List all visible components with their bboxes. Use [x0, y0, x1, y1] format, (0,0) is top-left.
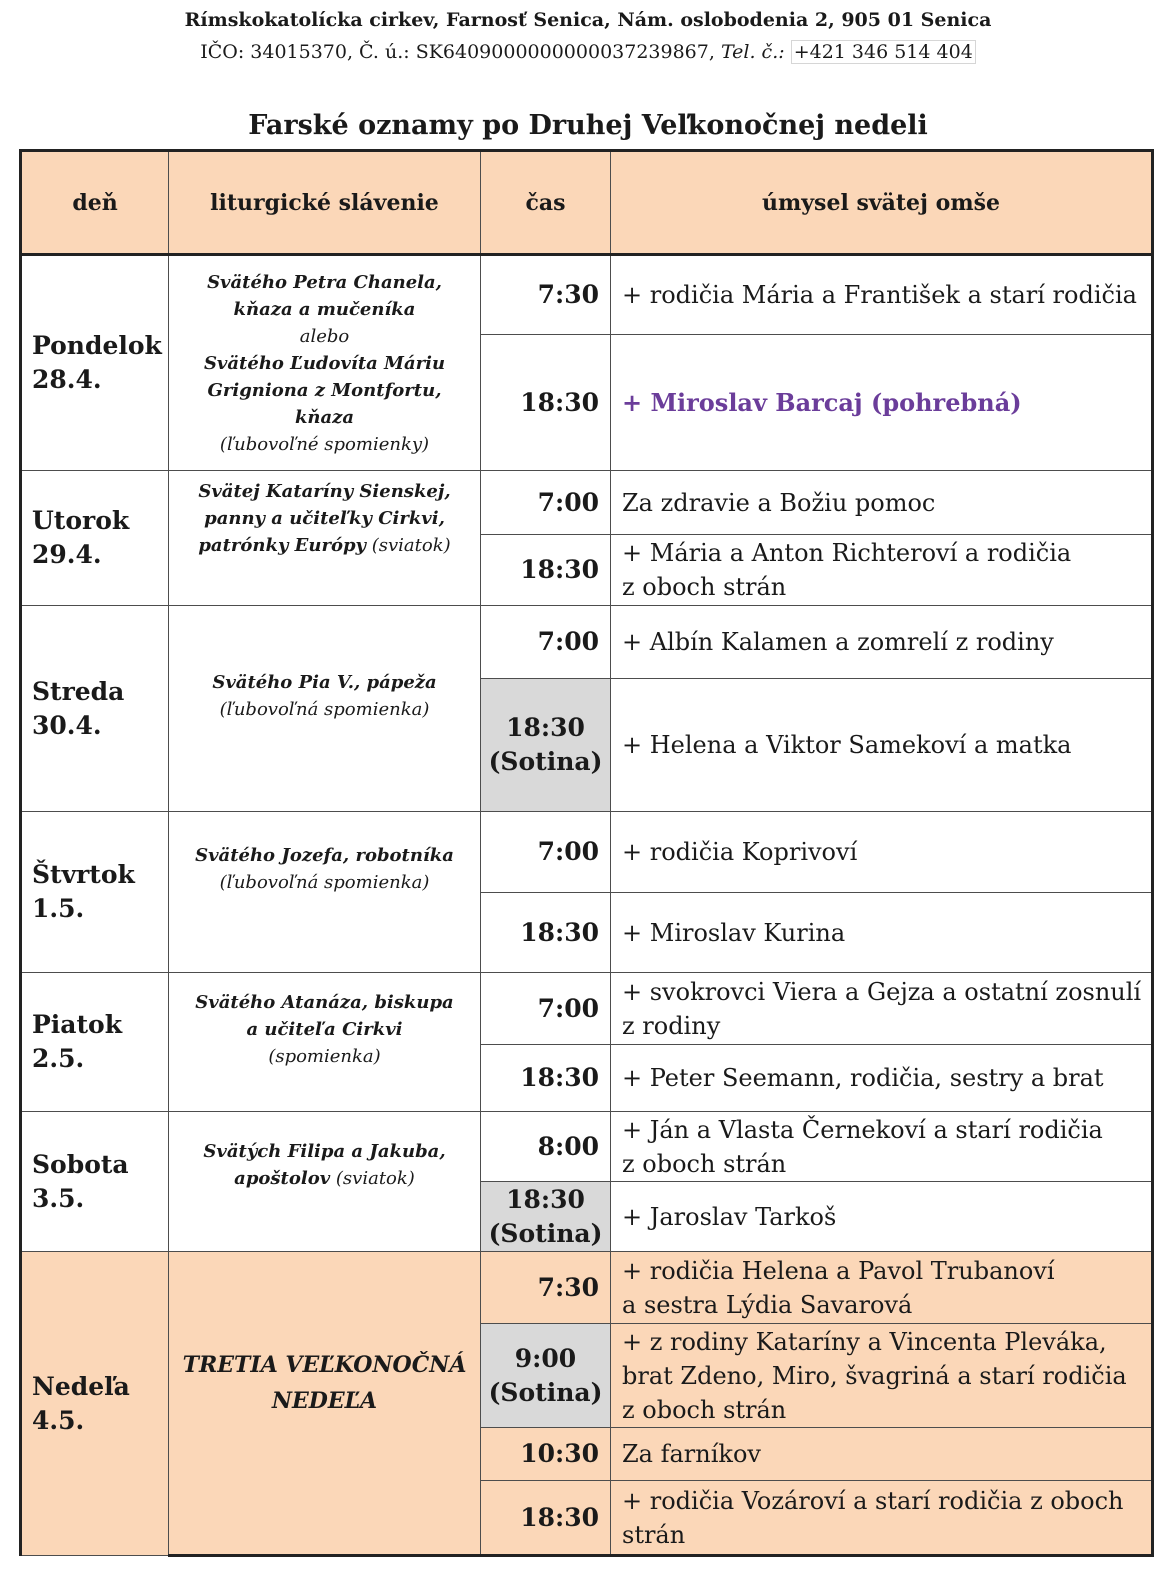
liturgy-line: panny a učiteľky Cirkvi,	[204, 507, 445, 529]
spacer	[175, 1419, 474, 1459]
col-header-time: čas	[481, 151, 611, 255]
day-name: Pondelok	[32, 331, 162, 360]
liturgy-line	[175, 532, 474, 559]
mass-intent: + Peter Seemann, rodičia, sestry a brat	[611, 1045, 1153, 1112]
intent-line: brat Zdeno, Miro, švagriná a starí rodičia	[622, 1361, 1127, 1390]
liturgy-line: (ľubovoľné spomienky)	[219, 433, 430, 455]
mass-intent	[611, 1112, 1153, 1182]
phone-number[interactable]: +421 346 514 404	[791, 40, 976, 64]
intent-line: z oboch strán	[622, 573, 787, 601]
mass-intent	[611, 1481, 1153, 1556]
mass-time: 10:30	[481, 1428, 611, 1481]
liturgy-line: Svätej Kataríny Sienskej,	[198, 480, 451, 502]
mass-time: 7:30	[481, 255, 611, 335]
col-header-intent: úmysel svätej omše	[611, 151, 1153, 255]
mass-intent: Za zdravie a Božiu pomoc	[611, 471, 1153, 535]
day-name: Piatok	[32, 1010, 123, 1039]
day-date: 29.4.	[32, 540, 102, 569]
mass-time: 7:00	[481, 812, 611, 893]
day-cell-tuesday	[21, 471, 169, 606]
liturgy-cell-tuesday	[169, 471, 481, 606]
mass-time: 18:30	[481, 1045, 611, 1112]
mass-time: 7:30	[481, 1252, 611, 1324]
liturgy-line: kňaza a mučeníka	[233, 298, 416, 320]
spacer	[175, 1070, 474, 1096]
parish-header	[0, 6, 1176, 66]
liturgy-line: Svätého Ľudovíta Máriu	[203, 352, 446, 374]
mass-schedule-table	[19, 149, 1154, 1557]
liturgy-line: (ľubovoľná spomienka)	[219, 698, 430, 720]
day-cell-wednesday	[21, 606, 169, 812]
mass-time-sotina	[481, 1182, 611, 1252]
spacer	[175, 1192, 474, 1226]
col-header-day: deň	[21, 151, 169, 255]
liturgy-cell-saturday	[169, 1112, 481, 1252]
mass-intent	[611, 535, 1153, 606]
liturgy-cell-thursday	[169, 812, 481, 973]
mass-intent: + Miroslav Barcaj (pohrebná)	[611, 335, 1153, 471]
mass-time: 18:30	[481, 1481, 611, 1556]
parish-contact	[0, 38, 1176, 66]
table-row	[21, 1112, 1153, 1182]
col-header-liturgy: liturgické slávenie	[169, 151, 481, 255]
day-name: Nedeľa	[32, 1371, 130, 1401]
day-cell-monday	[21, 255, 169, 471]
intent-line: z oboch strán	[622, 1149, 787, 1178]
liturgy-line: a učiteľa Cirkvi	[246, 1018, 403, 1040]
spacer	[175, 896, 474, 942]
mass-place: (Sotina)	[488, 747, 603, 776]
day-date: 30.4.	[32, 710, 102, 740]
mass-intent: + Miroslav Kurina	[611, 893, 1153, 973]
mass-place: (Sotina)	[488, 1218, 603, 1248]
liturgy-line: Svätého Atanáza, biskupa	[195, 991, 454, 1013]
liturgy-line: NEDEĽA	[271, 1388, 378, 1414]
liturgy-line: alebo	[299, 325, 350, 347]
intent-line: z oboch strán	[622, 1395, 787, 1424]
tel-label: Tel. č.:	[720, 41, 785, 63]
intent-line: + rodičia Helena a Pavol Trubanoví	[622, 1256, 1055, 1285]
intent-line: + Ján a Vlasta Černekoví a starí rodičia	[622, 1115, 1103, 1144]
liturgy-line: (spomienka)	[268, 1045, 381, 1067]
intent-line: + rodičia Vozároví a starí rodičia z oboch	[622, 1486, 1124, 1515]
liturgy-cell-wednesday	[169, 606, 481, 812]
day-date: 28.4.	[32, 365, 102, 394]
mass-time-value: 18:30	[506, 1184, 585, 1214]
day-cell-sunday	[21, 1252, 169, 1556]
mass-intent: + rodičia Mária a František a starí rodičia	[611, 255, 1153, 335]
mass-place: (Sotina)	[488, 1377, 603, 1407]
parish-address: Rímskokatolícka cirkev, Farnosť Senica, Nám. oslobodenia 2, 905 01 Senica	[184, 9, 992, 31]
liturgy-line	[175, 1165, 474, 1192]
mass-intent	[611, 1252, 1153, 1324]
table-row	[21, 973, 1153, 1045]
mass-time: 8:00	[481, 1112, 611, 1182]
table-row	[21, 812, 1153, 893]
intent-line: + Mária a Anton Richteroví a rodičia	[622, 539, 1072, 567]
mass-time-sotina	[481, 679, 611, 812]
day-date: 4.5.	[32, 1405, 85, 1435]
liturgy-cell-sunday	[169, 1252, 481, 1556]
spacer	[175, 559, 474, 599]
day-date: 2.5.	[32, 1044, 85, 1073]
day-date: 3.5.	[32, 1183, 85, 1213]
day-name: Utorok	[32, 506, 130, 535]
mass-intent: Za farníkov	[611, 1428, 1153, 1481]
ico-account: IČO: 34015370, Č. ú.: SK6409000000000037239867,	[200, 41, 721, 63]
mass-time-sotina	[481, 1324, 611, 1428]
table-row	[21, 1252, 1153, 1324]
page-title: Farské oznamy po Druhej Veľkonočnej nedeli	[248, 110, 928, 141]
day-cell-friday	[21, 973, 169, 1112]
mass-intent: + Jaroslav Tarkoš	[611, 1182, 1153, 1252]
mass-time-value: 9:00	[514, 1343, 577, 1373]
mass-time-value: 18:30	[506, 713, 585, 742]
intent-line: + svokrovci Viera a Gejza a ostatní zosnulí	[622, 977, 1142, 1006]
mass-time: 7:00	[481, 471, 611, 535]
day-name: Sobota	[32, 1149, 129, 1179]
mass-intent: + Helena a Viktor Samekoví a matka	[611, 679, 1153, 812]
mass-time: 18:30	[481, 535, 611, 606]
spacer	[175, 723, 474, 749]
mass-intent	[611, 1324, 1153, 1428]
day-name: Štvrtok	[32, 860, 135, 889]
mass-intent	[611, 973, 1153, 1045]
liturgy-line: Svätého Petra Chanela,	[207, 271, 442, 293]
table-header-row	[21, 151, 1153, 255]
liturgy-line: kňaza	[294, 406, 355, 428]
liturgy-rank: (sviatok)	[335, 1167, 415, 1189]
liturgy-text: apoštolov	[234, 1167, 331, 1189]
mass-intent: + rodičia Koprivoví	[611, 812, 1153, 893]
mass-time: 7:00	[481, 973, 611, 1045]
liturgy-line: (ľubovoľná spomienka)	[219, 872, 430, 893]
liturgy-cell-monday	[169, 255, 481, 471]
table-row	[21, 471, 1153, 535]
liturgy-line: Svätého Pia V., pápeža	[212, 671, 437, 693]
mass-time: 18:30	[481, 335, 611, 471]
table-row	[21, 606, 1153, 679]
liturgy-line: Svätého Jozefa, robotníka	[195, 845, 454, 866]
intent-line: a sestra Lýdia Savarová	[622, 1290, 913, 1319]
table-row	[21, 255, 1153, 335]
day-date: 1.5.	[32, 894, 85, 923]
liturgy-line: Grigniona z Montfortu,	[207, 379, 442, 401]
intent-line: + z rodiny Kataríny a Vincenta Pleváka,	[622, 1327, 1107, 1356]
liturgy-cell-friday	[169, 973, 481, 1112]
mass-intent: + Albín Kalamen a zomrelí z rodiny	[611, 606, 1153, 679]
mass-time: 7:00	[481, 606, 611, 679]
day-cell-saturday	[21, 1112, 169, 1252]
day-name: Streda	[32, 676, 125, 706]
day-cell-thursday	[21, 812, 169, 973]
mass-time: 18:30	[481, 893, 611, 973]
liturgy-text: patrónky Európy	[198, 534, 367, 556]
liturgy-rank: (sviatok)	[371, 534, 451, 556]
intent-line: strán	[622, 1520, 686, 1549]
liturgy-line: Svätých Filipa a Jakuba,	[203, 1140, 446, 1162]
intent-line: z rodiny	[622, 1011, 721, 1040]
liturgy-line: TRETIA VEĽKONOČNÁ	[182, 1352, 467, 1378]
